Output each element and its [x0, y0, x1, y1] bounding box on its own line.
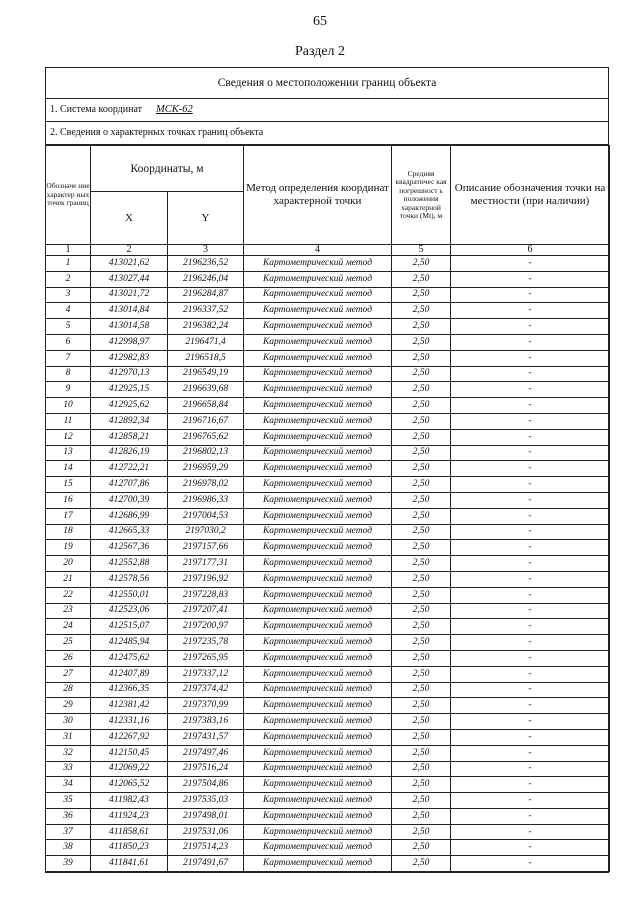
description-cell: - — [451, 540, 610, 556]
description-cell: - — [451, 761, 610, 777]
y-coordinate-cell: 2197498,01 — [168, 808, 244, 824]
point-number-cell: 18 — [46, 524, 91, 540]
description-cell: - — [451, 635, 610, 651]
method-cell: Картометрический метод — [244, 319, 392, 335]
description-cell: - — [451, 524, 610, 540]
point-number-cell: 37 — [46, 824, 91, 840]
y-coordinate-cell: 2197200,97 — [168, 619, 244, 635]
y-coordinate-cell: 2197370,99 — [168, 698, 244, 714]
method-cell: Картометрический метод — [244, 714, 392, 730]
accuracy-cell: 2,50 — [392, 745, 451, 761]
table-row — [46, 366, 610, 382]
description-cell: - — [451, 682, 610, 698]
accuracy-cell: 2,50 — [392, 524, 451, 540]
table-row — [46, 398, 610, 414]
description-cell: - — [451, 650, 610, 666]
table-row — [46, 303, 610, 319]
point-number-cell: 21 — [46, 571, 91, 587]
y-coordinate-cell: 2197235,78 — [168, 635, 244, 651]
accuracy-cell: 2,50 — [392, 650, 451, 666]
y-coordinate-cell: 2196802,13 — [168, 445, 244, 461]
method-cell: Картометрический метод — [244, 508, 392, 524]
point-number-cell: 36 — [46, 808, 91, 824]
y-coordinate-cell: 2197228,83 — [168, 587, 244, 603]
accuracy-cell: 2,50 — [392, 398, 451, 414]
method-cell: Картометрический метод — [244, 666, 392, 682]
point-number-cell: 1 — [46, 256, 91, 272]
point-number-cell: 7 — [46, 350, 91, 366]
x-coordinate-cell: 412925,15 — [91, 382, 168, 398]
accuracy-cell: 2,50 — [392, 477, 451, 493]
accuracy-cell: 2,50 — [392, 856, 451, 872]
table-row — [46, 524, 610, 540]
point-number-cell: 16 — [46, 492, 91, 508]
column-number: 5 — [392, 245, 451, 256]
point-number-cell: 15 — [46, 477, 91, 493]
description-cell: - — [451, 303, 610, 319]
header-designation: Обозначе ние характер ных точек границ — [46, 146, 91, 245]
description-cell: - — [451, 793, 610, 809]
x-coordinate-cell: 412998,97 — [91, 334, 168, 350]
table-row — [46, 287, 610, 303]
table-row — [46, 840, 610, 856]
y-coordinate-cell: 2196549,19 — [168, 366, 244, 382]
table-row — [46, 666, 610, 682]
accuracy-cell: 2,50 — [392, 445, 451, 461]
y-coordinate-cell: 2196382,24 — [168, 319, 244, 335]
accuracy-cell: 2,50 — [392, 366, 451, 382]
y-coordinate-cell: 2197497,46 — [168, 745, 244, 761]
accuracy-cell: 2,50 — [392, 508, 451, 524]
y-coordinate-cell: 2197004,53 — [168, 508, 244, 524]
x-coordinate-cell: 411858,61 — [91, 824, 168, 840]
accuracy-cell: 2,50 — [392, 603, 451, 619]
y-coordinate-cell: 2197514,23 — [168, 840, 244, 856]
method-cell: Картометрический метод — [244, 635, 392, 651]
description-cell: - — [451, 287, 610, 303]
coord-system-label: 1. Система координат — [50, 104, 143, 115]
x-coordinate-cell: 412700,39 — [91, 492, 168, 508]
description-cell: - — [451, 477, 610, 493]
y-coordinate-cell: 2196284,87 — [168, 287, 244, 303]
accuracy-cell: 2,50 — [392, 271, 451, 287]
accuracy-cell: 2,50 — [392, 714, 451, 730]
header-description: Описание обозначения точки на местности (при наличии) — [451, 146, 610, 245]
y-coordinate-cell: 2197516,24 — [168, 761, 244, 777]
method-cell: Картометрический метод — [244, 398, 392, 414]
table-row — [46, 808, 610, 824]
accuracy-cell: 2,50 — [392, 682, 451, 698]
header-method: Метод определения координат характерной точки — [244, 146, 392, 245]
description-cell: - — [451, 856, 610, 872]
method-cell: Картометрический метод — [244, 729, 392, 745]
description-cell: - — [451, 808, 610, 824]
accuracy-cell: 2,50 — [392, 319, 451, 335]
accuracy-cell: 2,50 — [392, 698, 451, 714]
table-title: Сведения о местоположении границ объекта — [46, 68, 608, 99]
accuracy-cell: 2,50 — [392, 540, 451, 556]
description-cell: - — [451, 382, 610, 398]
points-table — [45, 145, 610, 872]
table-row — [46, 350, 610, 366]
point-number-cell: 32 — [46, 745, 91, 761]
method-cell: Картометрический метод — [244, 824, 392, 840]
method-cell: Картометрический метод — [244, 571, 392, 587]
y-coordinate-cell: 2197207,41 — [168, 603, 244, 619]
point-number-cell: 26 — [46, 650, 91, 666]
y-coordinate-cell: 2197535,03 — [168, 793, 244, 809]
x-coordinate-cell: 412925,62 — [91, 398, 168, 414]
point-number-cell: 4 — [46, 303, 91, 319]
header-y: Y — [168, 192, 244, 245]
x-coordinate-cell: 412523,06 — [91, 603, 168, 619]
description-cell: - — [451, 334, 610, 350]
method-cell: Картометрический метод — [244, 350, 392, 366]
x-coordinate-cell: 413021,72 — [91, 287, 168, 303]
description-cell: - — [451, 319, 610, 335]
point-number-cell: 2 — [46, 271, 91, 287]
description-cell: - — [451, 366, 610, 382]
method-cell: Картометрический метод — [244, 793, 392, 809]
header-coordinates: Координаты, м — [91, 146, 244, 192]
description-cell: - — [451, 729, 610, 745]
x-coordinate-cell: 411924,23 — [91, 808, 168, 824]
table-row — [46, 761, 610, 777]
x-coordinate-cell: 413021,62 — [91, 256, 168, 272]
method-cell: Картометрический метод — [244, 587, 392, 603]
method-cell: Картометрический метод — [244, 256, 392, 272]
y-coordinate-cell: 2197491,67 — [168, 856, 244, 872]
x-coordinate-cell: 412475,62 — [91, 650, 168, 666]
point-number-cell: 27 — [46, 666, 91, 682]
boundary-table-sheet — [45, 67, 609, 873]
table-row — [46, 445, 610, 461]
method-cell: Картометрический метод — [244, 650, 392, 666]
method-cell: Картометрический метод — [244, 382, 392, 398]
description-cell: - — [451, 777, 610, 793]
point-number-cell: 19 — [46, 540, 91, 556]
section-title: Раздел 2 — [294, 44, 346, 59]
y-coordinate-cell: 2196246,04 — [168, 271, 244, 287]
y-coordinate-cell: 2196236,52 — [168, 256, 244, 272]
accuracy-cell: 2,50 — [392, 429, 451, 445]
point-number-cell: 20 — [46, 556, 91, 572]
method-cell: Картометрический метод — [244, 698, 392, 714]
point-number-cell: 33 — [46, 761, 91, 777]
x-coordinate-cell: 412722,21 — [91, 461, 168, 477]
table-row — [46, 540, 610, 556]
accuracy-cell: 2,50 — [392, 840, 451, 856]
method-cell: Картометрический метод — [244, 745, 392, 761]
table-row — [46, 777, 610, 793]
accuracy-cell: 2,50 — [392, 350, 451, 366]
description-cell: - — [451, 714, 610, 730]
x-coordinate-cell: 412407,89 — [91, 666, 168, 682]
y-coordinate-cell: 2196959,29 — [168, 461, 244, 477]
column-number: 6 — [451, 245, 610, 256]
accuracy-cell: 2,50 — [392, 382, 451, 398]
accuracy-cell: 2,50 — [392, 556, 451, 572]
description-cell: - — [451, 824, 610, 840]
method-cell: Картометрический метод — [244, 603, 392, 619]
x-coordinate-cell: 413027,44 — [91, 271, 168, 287]
table-row — [46, 256, 610, 272]
accuracy-cell: 2,50 — [392, 334, 451, 350]
x-coordinate-cell: 412707,86 — [91, 477, 168, 493]
accuracy-cell: 2,50 — [392, 303, 451, 319]
y-coordinate-cell: 2197196,92 — [168, 571, 244, 587]
accuracy-cell: 2,50 — [392, 619, 451, 635]
method-cell: Картометрический метод — [244, 271, 392, 287]
point-number-cell: 5 — [46, 319, 91, 335]
y-coordinate-cell: 2196986,33 — [168, 492, 244, 508]
coord-system-value: МСК-62 — [156, 104, 193, 115]
x-coordinate-cell: 412150,45 — [91, 745, 168, 761]
column-number: 1 — [46, 245, 91, 256]
x-coordinate-cell: 412567,36 — [91, 540, 168, 556]
table-row — [46, 334, 610, 350]
description-cell: - — [451, 492, 610, 508]
description-cell: - — [451, 461, 610, 477]
y-coordinate-cell: 2196765,62 — [168, 429, 244, 445]
table-row — [46, 793, 610, 809]
method-cell: Картометрический метод — [244, 461, 392, 477]
point-number-cell: 9 — [46, 382, 91, 398]
description-cell: - — [451, 698, 610, 714]
table-row — [46, 714, 610, 730]
method-cell: Картометрический метод — [244, 413, 392, 429]
table-row — [46, 619, 610, 635]
description-cell: - — [451, 666, 610, 682]
x-coordinate-cell: 411982,43 — [91, 793, 168, 809]
method-cell: Картометрический метод — [244, 540, 392, 556]
description-cell: - — [451, 619, 610, 635]
point-number-cell: 3 — [46, 287, 91, 303]
x-coordinate-cell: 412686,99 — [91, 508, 168, 524]
description-cell: - — [451, 571, 610, 587]
accuracy-cell: 2,50 — [392, 761, 451, 777]
description-cell: - — [451, 603, 610, 619]
point-number-cell: 8 — [46, 366, 91, 382]
x-coordinate-cell: 412970,13 — [91, 366, 168, 382]
table-row — [46, 508, 610, 524]
x-coordinate-cell: 413014,84 — [91, 303, 168, 319]
column-number: 3 — [168, 245, 244, 256]
table-row — [46, 729, 610, 745]
method-cell: Картометрический метод — [244, 682, 392, 698]
header-accuracy: Средняя квадратичес кая погрешност ь положения характерной точки (Mt), м — [392, 146, 451, 245]
table-row — [46, 429, 610, 445]
x-coordinate-cell: 412366,35 — [91, 682, 168, 698]
point-number-cell: 28 — [46, 682, 91, 698]
y-coordinate-cell: 2197265,95 — [168, 650, 244, 666]
table-row — [46, 571, 610, 587]
method-cell: Картометрический метод — [244, 761, 392, 777]
y-coordinate-cell: 2197374,42 — [168, 682, 244, 698]
point-number-cell: 11 — [46, 413, 91, 429]
point-number-cell: 29 — [46, 698, 91, 714]
column-number-row — [46, 245, 610, 256]
x-coordinate-cell: 412515,07 — [91, 619, 168, 635]
point-number-cell: 23 — [46, 603, 91, 619]
y-coordinate-cell: 2196518,5 — [168, 350, 244, 366]
table-row — [46, 745, 610, 761]
table-row — [46, 635, 610, 651]
description-cell: - — [451, 398, 610, 414]
method-cell: Картометрический метод — [244, 445, 392, 461]
header-x: X — [91, 192, 168, 245]
accuracy-cell: 2,50 — [392, 413, 451, 429]
point-number-cell: 35 — [46, 793, 91, 809]
y-coordinate-cell: 2197157,66 — [168, 540, 244, 556]
point-number-cell: 24 — [46, 619, 91, 635]
accuracy-cell: 2,50 — [392, 666, 451, 682]
x-coordinate-cell: 412069,22 — [91, 761, 168, 777]
accuracy-cell: 2,50 — [392, 492, 451, 508]
description-cell: - — [451, 429, 610, 445]
y-coordinate-cell: 2197177,31 — [168, 556, 244, 572]
y-coordinate-cell: 2196337,52 — [168, 303, 244, 319]
method-cell: Картометрический метод — [244, 334, 392, 350]
point-number-cell: 13 — [46, 445, 91, 461]
column-number: 4 — [244, 245, 392, 256]
method-cell: Картометрический метод — [244, 524, 392, 540]
table-row — [46, 698, 610, 714]
accuracy-cell: 2,50 — [392, 729, 451, 745]
column-number: 2 — [91, 245, 168, 256]
description-cell: - — [451, 271, 610, 287]
point-number-cell: 31 — [46, 729, 91, 745]
x-coordinate-cell: 412267,92 — [91, 729, 168, 745]
y-coordinate-cell: 2197531,06 — [168, 824, 244, 840]
description-cell: - — [451, 840, 610, 856]
table-row — [46, 556, 610, 572]
method-cell: Картометрический метод — [244, 477, 392, 493]
point-number-cell: 6 — [46, 334, 91, 350]
table-row — [46, 319, 610, 335]
x-coordinate-cell: 412381,42 — [91, 698, 168, 714]
x-coordinate-cell: 412665,33 — [91, 524, 168, 540]
method-cell: Картометрический метод — [244, 492, 392, 508]
y-coordinate-cell: 2197504,86 — [168, 777, 244, 793]
x-coordinate-cell: 412892,34 — [91, 413, 168, 429]
y-coordinate-cell: 2197431,57 — [168, 729, 244, 745]
x-coordinate-cell: 412552,88 — [91, 556, 168, 572]
y-coordinate-cell: 2196639,68 — [168, 382, 244, 398]
accuracy-cell: 2,50 — [392, 287, 451, 303]
coord-system-row — [46, 99, 608, 122]
method-cell: Картометрический метод — [244, 429, 392, 445]
x-coordinate-cell: 412578,56 — [91, 571, 168, 587]
point-number-cell: 39 — [46, 856, 91, 872]
page-number: 65 — [313, 14, 327, 29]
x-coordinate-cell: 411850,23 — [91, 840, 168, 856]
y-coordinate-cell: 2196471,4 — [168, 334, 244, 350]
points-table-body — [46, 256, 610, 872]
y-coordinate-cell: 2196716,67 — [168, 413, 244, 429]
method-cell: Картометрический метод — [244, 619, 392, 635]
table-row — [46, 682, 610, 698]
y-coordinate-cell: 2196658,84 — [168, 398, 244, 414]
point-number-cell: 10 — [46, 398, 91, 414]
method-cell: Картометрический метод — [244, 556, 392, 572]
table-row — [46, 492, 610, 508]
accuracy-cell: 2,50 — [392, 793, 451, 809]
x-coordinate-cell: 411841,61 — [91, 856, 168, 872]
accuracy-cell: 2,50 — [392, 808, 451, 824]
accuracy-cell: 2,50 — [392, 777, 451, 793]
table-row — [46, 650, 610, 666]
point-number-cell: 38 — [46, 840, 91, 856]
table-row — [46, 856, 610, 872]
method-cell: Картометрический метод — [244, 840, 392, 856]
method-cell: Картометрический метод — [244, 287, 392, 303]
accuracy-cell: 2,50 — [392, 587, 451, 603]
table-row — [46, 603, 610, 619]
point-number-cell: 34 — [46, 777, 91, 793]
accuracy-cell: 2,50 — [392, 461, 451, 477]
y-coordinate-cell: 2197030,2 — [168, 524, 244, 540]
table-row — [46, 587, 610, 603]
method-cell: Картометрический метод — [244, 777, 392, 793]
table-row — [46, 461, 610, 477]
point-number-cell: 25 — [46, 635, 91, 651]
accuracy-cell: 2,50 — [392, 635, 451, 651]
point-number-cell: 30 — [46, 714, 91, 730]
points-label: 2. Сведения о характерных точках границ объекта — [46, 122, 608, 145]
y-coordinate-cell: 2197383,16 — [168, 714, 244, 730]
table-row — [46, 477, 610, 493]
x-coordinate-cell: 412331,16 — [91, 714, 168, 730]
description-cell: - — [451, 745, 610, 761]
x-coordinate-cell: 413014,58 — [91, 319, 168, 335]
point-number-cell: 17 — [46, 508, 91, 524]
description-cell: - — [451, 508, 610, 524]
table-row — [46, 824, 610, 840]
table-row — [46, 382, 610, 398]
x-coordinate-cell: 412826,19 — [91, 445, 168, 461]
point-number-cell: 12 — [46, 429, 91, 445]
point-number-cell: 22 — [46, 587, 91, 603]
description-cell: - — [451, 445, 610, 461]
x-coordinate-cell: 412065,52 — [91, 777, 168, 793]
description-cell: - — [451, 256, 610, 272]
accuracy-cell: 2,50 — [392, 571, 451, 587]
method-cell: Картометрический метод — [244, 808, 392, 824]
x-coordinate-cell: 412858,21 — [91, 429, 168, 445]
point-number-cell: 14 — [46, 461, 91, 477]
description-cell: - — [451, 587, 610, 603]
accuracy-cell: 2,50 — [392, 824, 451, 840]
x-coordinate-cell: 412982,83 — [91, 350, 168, 366]
description-cell: - — [451, 350, 610, 366]
description-cell: - — [451, 556, 610, 572]
method-cell: Картометрический метод — [244, 856, 392, 872]
method-cell: Картометрический метод — [244, 303, 392, 319]
x-coordinate-cell: 412550,01 — [91, 587, 168, 603]
table-row — [46, 271, 610, 287]
description-cell: - — [451, 413, 610, 429]
table-row — [46, 413, 610, 429]
y-coordinate-cell: 2197337,12 — [168, 666, 244, 682]
y-coordinate-cell: 2196978,02 — [168, 477, 244, 493]
method-cell: Картометрический метод — [244, 366, 392, 382]
accuracy-cell: 2,50 — [392, 256, 451, 272]
x-coordinate-cell: 412485,94 — [91, 635, 168, 651]
